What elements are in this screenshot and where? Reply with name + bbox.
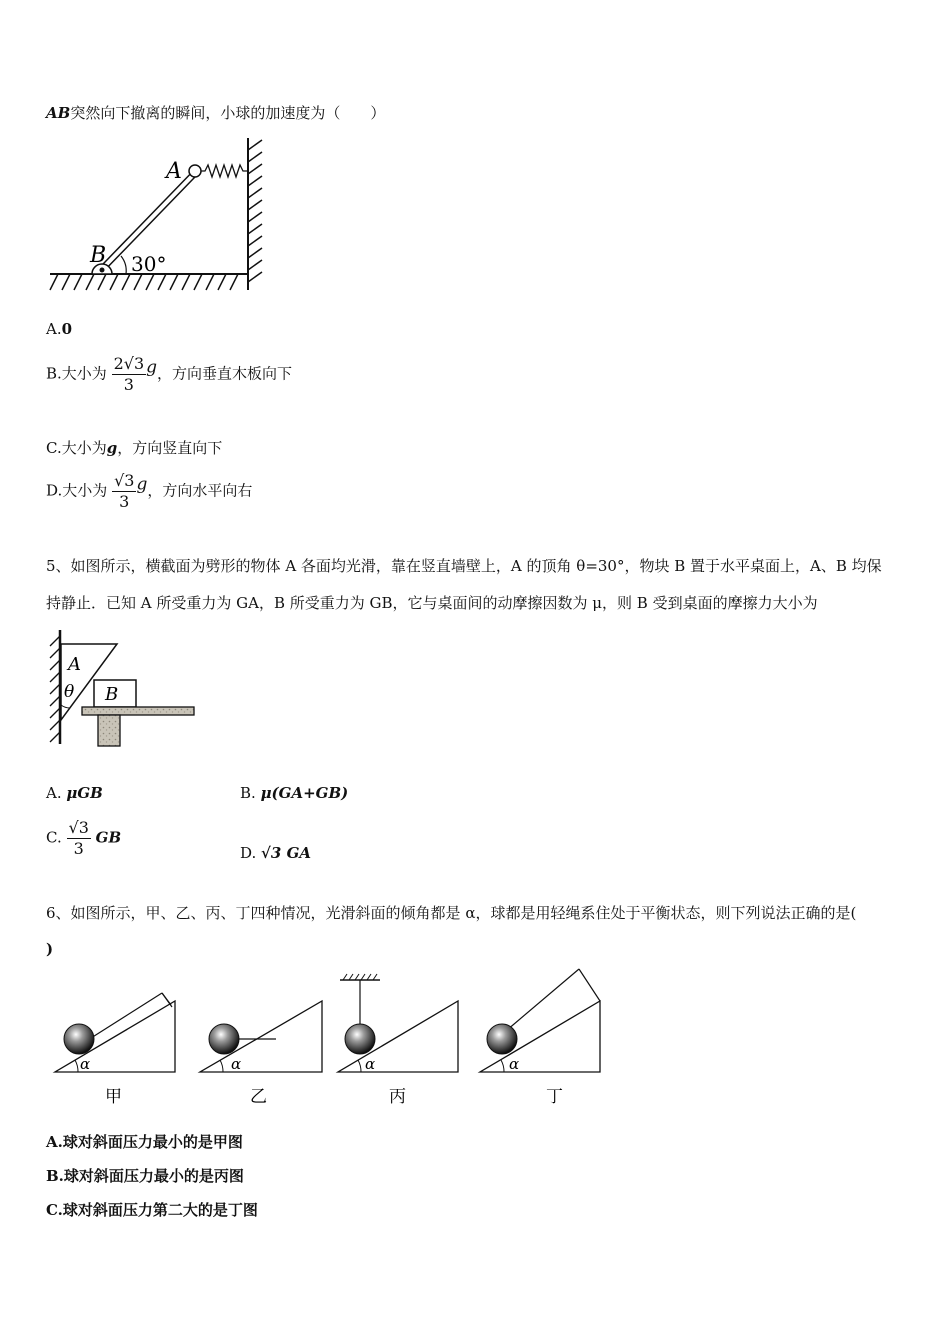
q6-option-a[interactable]: A.球对斜面压力最小的是甲图 bbox=[46, 1133, 243, 1151]
q4-option-c-letter: C. bbox=[46, 439, 62, 457]
q6-stem-line2: ) bbox=[46, 940, 54, 958]
q5-option-d-text: √3 GA bbox=[261, 844, 312, 862]
q6-alpha-ding: α bbox=[509, 1055, 520, 1073]
q4-option-b-prefix: 大小为 bbox=[61, 364, 107, 383]
q5-option-d-letter: D. bbox=[240, 844, 257, 862]
q4-option-b-den: 3 bbox=[123, 375, 134, 394]
q5-stem-line2: 持静止．已知 A 所受重力为 GA，B 所受重力为 GB，它与桌面间的动摩擦因数为 μ，则 B 受到桌面的摩擦力大小为 bbox=[46, 594, 818, 612]
q6-incline-ding bbox=[480, 969, 600, 1072]
q6-incline-yi bbox=[200, 1001, 322, 1072]
q5-option-a-text: μGB bbox=[66, 784, 103, 802]
q6-ball-ding bbox=[487, 1024, 517, 1054]
q4-option-b-letter: B. bbox=[46, 364, 62, 383]
q4-intro-text: 突然向下撤离的瞬间，小球的加速度为（ ） bbox=[70, 104, 386, 122]
q4-option-d-num: √3 bbox=[114, 471, 135, 490]
q4-option-c-suffix: ，方向竖直向下 bbox=[117, 439, 223, 457]
q5-option-b-letter: B. bbox=[240, 784, 256, 802]
q5-option-c-den: 3 bbox=[73, 839, 84, 858]
q4-option-a-letter: A. bbox=[46, 320, 62, 338]
q4-option-b-num: 2√3 bbox=[113, 354, 145, 373]
q6-ball-yi bbox=[209, 1024, 239, 1054]
q4-option-d-prefix: 大小为 bbox=[62, 481, 108, 500]
q6-ball-jia bbox=[64, 1024, 94, 1054]
q4-option-d-den: 3 bbox=[119, 492, 130, 511]
q5-option-a-letter: A. bbox=[46, 784, 62, 802]
q4-intro-ab: AB bbox=[46, 104, 71, 122]
q6-caption-yi: 乙 bbox=[250, 1087, 267, 1107]
q6-alpha-bing: α bbox=[365, 1055, 376, 1073]
q5-label-theta: θ bbox=[64, 682, 75, 702]
q4-label-a: A bbox=[166, 159, 182, 184]
q4-option-b-var: g bbox=[146, 357, 158, 378]
q6-ball-bing bbox=[345, 1024, 375, 1054]
q6-alpha-yi: α bbox=[231, 1055, 242, 1073]
q4-option-b-suffix: ，方向垂直木板向下 bbox=[157, 364, 293, 383]
q6-option-c[interactable]: C.球对斜面压力第二大的是丁图 bbox=[46, 1201, 258, 1219]
q6-stem-line1: 6、如图所示，甲、乙、丙、丁四种情况，光滑斜面的倾角都是 α，球都是用轻绳系住处于平衡状态，则下列说法正确的是( bbox=[46, 904, 857, 922]
q5-option-b-text: μ(GA+GB) bbox=[260, 784, 349, 802]
q4-option-c-prefix: 大小为 bbox=[61, 439, 107, 457]
q5-option-c-text: GB bbox=[95, 828, 122, 847]
q4-option-a-text: 0 bbox=[61, 320, 73, 338]
q6-caption-jia: 甲 bbox=[105, 1087, 122, 1107]
q6-option-b[interactable]: B.球对斜面压力最小的是丙图 bbox=[46, 1167, 244, 1185]
q6-alpha-jia: α bbox=[80, 1055, 91, 1073]
q4-label-b: B bbox=[90, 243, 107, 268]
q5-option-c-letter: C. bbox=[46, 828, 62, 847]
q5-stem-line1: 5、如图所示，横截面为劈形的物体 A 各面均光滑，靠在竖直墙壁上，A 的顶角 θ=30°，物块 B 置于水平桌面上，A、B 均保 bbox=[46, 557, 882, 575]
q6-caption-bing: 丙 bbox=[389, 1087, 406, 1107]
q4-option-d-var: g bbox=[136, 474, 148, 495]
q4-angle-label: 30° bbox=[131, 252, 167, 276]
q6-incline-bing bbox=[338, 974, 458, 1072]
q4-option-c-var: g bbox=[106, 439, 118, 457]
q5-label-a: A bbox=[68, 654, 81, 675]
q4-option-d-suffix: ，方向水平向右 bbox=[147, 481, 253, 500]
q6-incline-jia bbox=[55, 993, 175, 1072]
q6-caption-ding: 丁 bbox=[546, 1087, 563, 1107]
q5-label-b: B bbox=[105, 684, 119, 705]
q5-option-c-num: √3 bbox=[68, 818, 89, 837]
q4-option-d-letter: D. bbox=[46, 481, 63, 500]
